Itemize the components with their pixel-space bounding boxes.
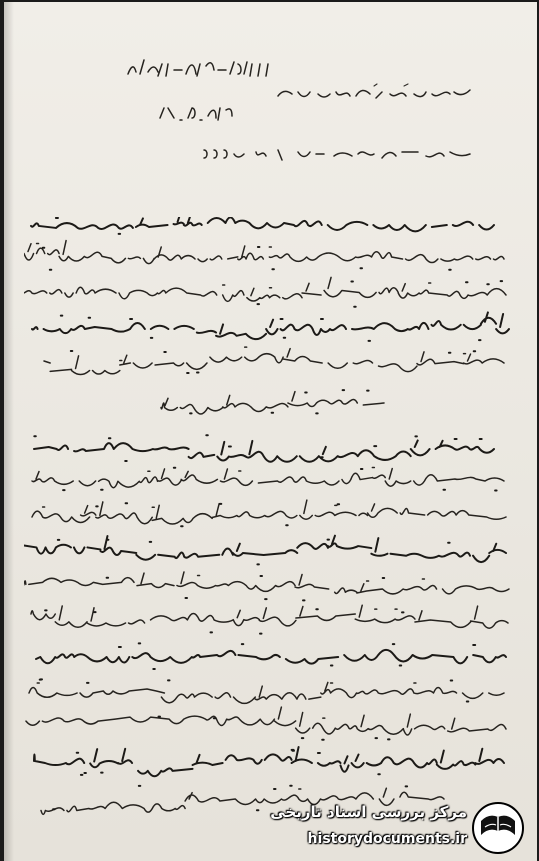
handwritten-dots — [112, 217, 376, 234]
handwritten-line — [29, 682, 504, 703]
salutation-line — [174, 142, 474, 166]
handwritten-dots — [190, 390, 369, 413]
handwritten-dots — [61, 316, 481, 341]
handwritten-dots — [40, 679, 469, 701]
handwritten-line — [24, 277, 506, 301]
handwritten-line — [32, 500, 506, 524]
handwritten-dots — [45, 609, 403, 633]
handwritten-line — [24, 707, 506, 735]
handwritten-line — [31, 439, 494, 462]
handwritten-dots — [77, 751, 380, 775]
handwritten-dots — [139, 643, 402, 669]
handwritten-line — [32, 468, 504, 488]
handwritten-dots — [58, 540, 450, 565]
handwritten-line — [24, 241, 504, 264]
open-book-logo-icon — [471, 801, 525, 855]
handwritten-dots — [63, 468, 497, 491]
handwritten-dots — [34, 435, 417, 461]
handwritten-dots — [71, 351, 475, 373]
handwritten-line — [36, 645, 506, 664]
handwritten-line — [32, 312, 509, 339]
handwritten-line — [31, 217, 494, 231]
letter-body-handwriting — [24, 217, 529, 817]
handwritten-dots — [96, 503, 339, 526]
addressee-line — [254, 82, 474, 104]
handwritten-line — [34, 747, 504, 776]
handwritten-dots — [107, 576, 385, 600]
reference-number-handwriting — [124, 52, 284, 86]
handwritten-line — [24, 572, 509, 594]
watermark-url: historydocuments.ir — [307, 831, 467, 847]
page-code-handwriting — [154, 100, 244, 126]
handwritten-dots — [159, 717, 390, 740]
handwritten-line — [31, 605, 508, 628]
handwritten-line — [41, 347, 504, 374]
archive-watermark — [221, 799, 531, 859]
handwritten-dots — [43, 247, 451, 270]
handwritten-line — [158, 392, 384, 414]
handwritten-dots — [258, 281, 503, 307]
watermark-title: مرکز بررسی اسناد تاریخی — [270, 803, 467, 821]
handwritten-line — [24, 536, 506, 562]
